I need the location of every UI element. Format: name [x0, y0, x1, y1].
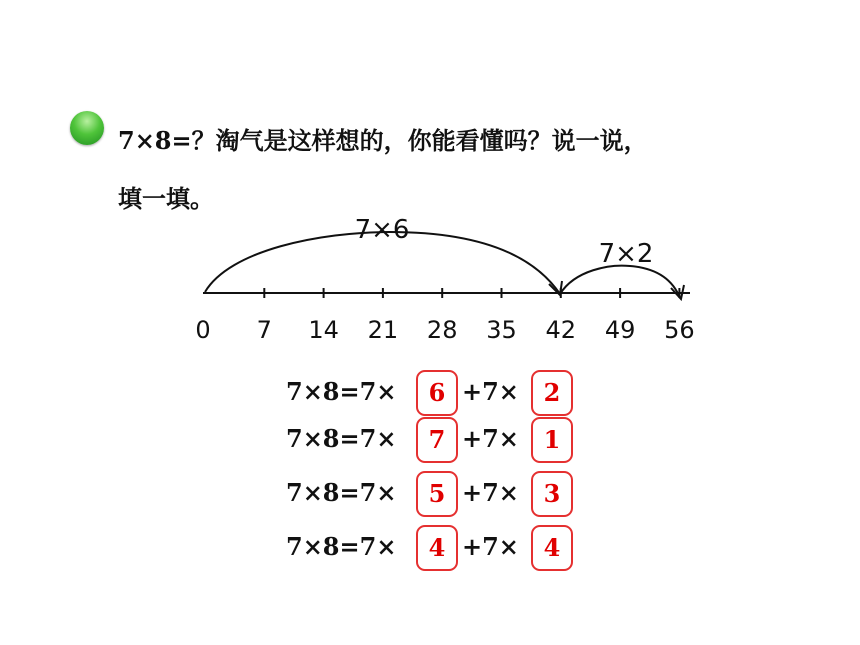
tick-label: 35	[486, 316, 517, 344]
arc-7x2-label: 7×2	[598, 239, 654, 269]
equation-mid: +7×	[462, 532, 519, 561]
answer-box-b[interactable]: 4	[531, 525, 573, 571]
equation-mid: +7×	[462, 377, 519, 406]
tick-label: 28	[426, 316, 458, 344]
answer-box-b[interactable]: 2	[531, 370, 573, 416]
answer-box-b[interactable]: 3	[531, 471, 573, 517]
answer-box-a[interactable]: 5	[416, 471, 458, 517]
equation-prefix: 7×8=7×	[286, 424, 397, 453]
answer-box-a[interactable]: 4	[416, 525, 458, 571]
tick-label: 49	[604, 316, 636, 344]
tick-label: 7	[256, 316, 272, 344]
equation-prefix: 7×8=7×	[286, 377, 397, 406]
tick-label: 56	[664, 316, 695, 344]
answer-box-a[interactable]: 6	[416, 370, 458, 416]
tick-label: 14	[308, 316, 339, 344]
answer-box-a[interactable]: 7	[416, 417, 458, 463]
tick-label: 0	[195, 316, 211, 344]
equation-mid: +7×	[462, 424, 519, 453]
tick-label: 21	[367, 316, 399, 344]
answer-box-b[interactable]: 1	[531, 417, 573, 463]
equation-mid: +7×	[462, 478, 519, 507]
arc-7x6-label: 7×6	[354, 215, 410, 245]
tick-label: 42	[545, 316, 577, 344]
equation-prefix: 7×8=7×	[286, 478, 397, 507]
number-line-tick-labels	[195, 316, 694, 344]
question-line-2: 填一填。	[118, 184, 214, 213]
question-line-1: 7×8=？淘气是这样想的，你能看懂吗？说一说，	[118, 126, 648, 155]
equation-prefix: 7×8=7×	[286, 532, 397, 561]
